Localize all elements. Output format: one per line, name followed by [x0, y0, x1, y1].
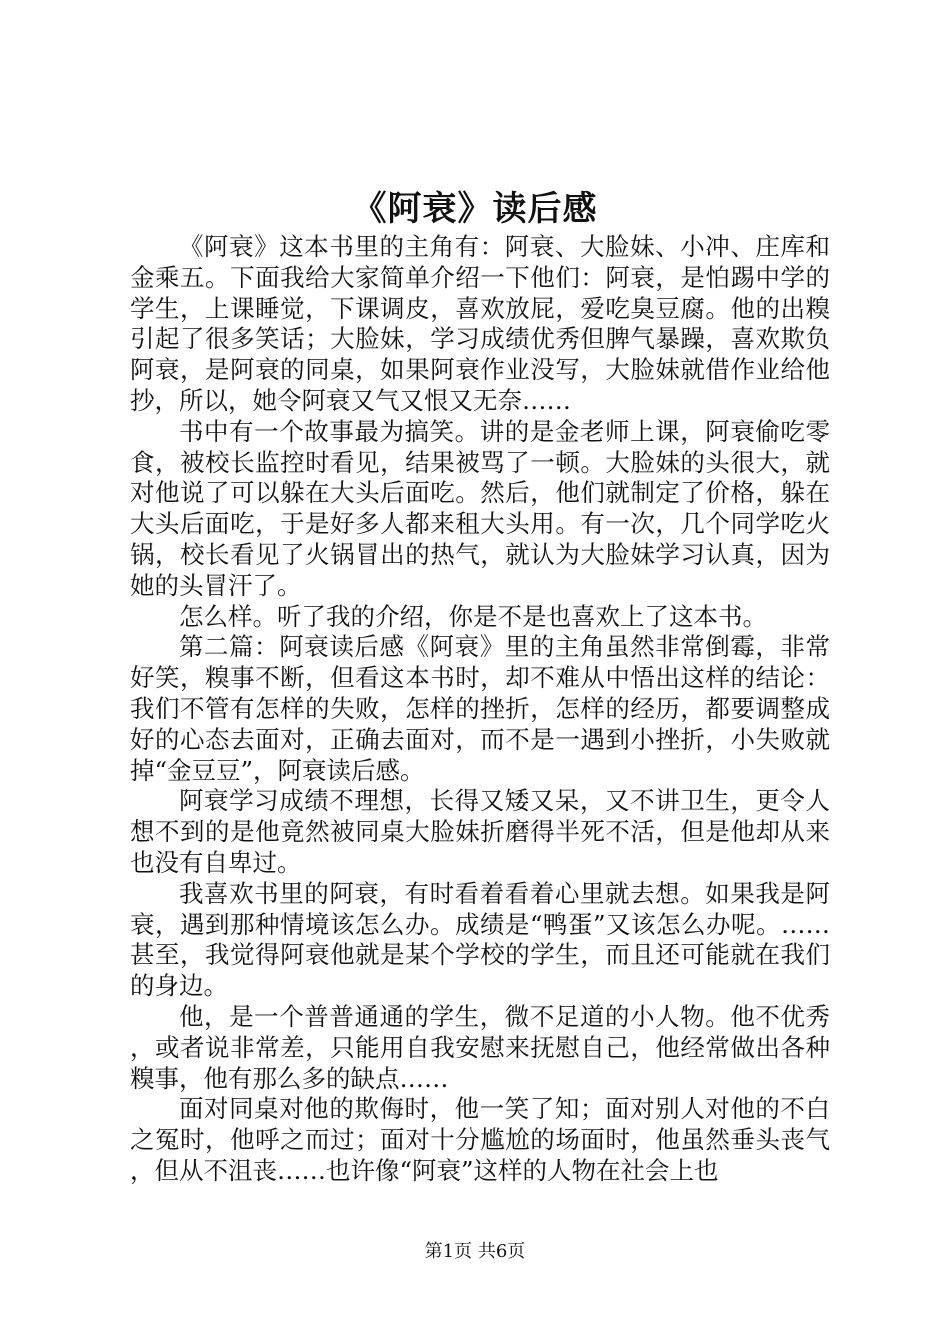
page-footer: 第1页 共6页	[424, 1241, 526, 1262]
paragraph: 他，是一个普普通通的学生，微不足道的小人物。他不优秀，或者说非常差，只能用自我安慰来抚慰自己，他经常做出各种糗事，他有那么多的缺点……	[130, 1001, 830, 1093]
document-title: 《阿衰》读后感	[352, 189, 598, 229]
paragraph: 书中有一个故事最为搞笑。讲的是金老师上课，阿衰偷吃零食，被校长监控时看见，结果被骂了一顿。大脸妹的头很大，就对他说了可以躲在大头后面吃。然后，他们就制定了价格，躲在大头后面吃，于是好多人都来租大头用。有一次，几个同学吃火锅，校长看见了火锅冒出的热气，就认为大脸妹学习认真，因为她的头冒汗了。	[130, 416, 830, 600]
paragraph: 我喜欢书里的阿衰，有时看着看着心里就去想。如果我是阿衰，遇到那种情境该怎么办。成绩是“鸭蛋”又该怎么办呢。……甚至，我觉得阿衰他就是某个学校的学生，而且还可能就在我们的身边。	[130, 878, 830, 1001]
paragraph: 阿衰学习成绩不理想，长得又矮又呆，又不讲卫生，更令人想不到的是他竟然被同桌大脸妹折磨得半死不活，但是他却从来也没有自卑过。	[130, 786, 830, 877]
document-body	[130, 232, 830, 1187]
paragraph: 怎么样。听了我的介绍，你是不是也喜欢上了这本书。	[179, 601, 767, 631]
paragraph: 面对同桌对他的欺侮时，他一笑了知；面对别人对他的不白之冤时，他呼之而过；面对十分尴尬的场面时，他虽然垂头丧气，但从不沮丧……也许像“阿衰”这样的人物在社会上也	[130, 1094, 830, 1185]
paragraph: 第二篇：阿衰读后感《阿衰》里的主角虽然非常倒霉，非常好笑，糗事不断，但看这本书时，却不难从中悟出这样的结论：我们不管有怎样的失败，怎样的挫折，怎样的经历，都要调整成好的心态去面对，正确去面对，而不是一遇到小挫折，小失败就掉“金豆豆”，阿衰读后感。	[130, 632, 830, 785]
paragraph: 《阿衰》这本书里的主角有：阿衰、大脸妹、小冲、庄库和金乘五。下面我给大家简单介绍一下他们：阿衰，是怕踢中学的学生，上课睡觉，下课调皮，喜欢放屁，爱吃臭豆腐。他的出糗引起了很多笑话；大脸妹，学习成绩优秀但脾气暴躁，喜欢欺负阿衰，是阿衰的同桌，如果阿衰作业没写，大脸妹就借作业给他抄，所以，她令阿衰又气又恨又无奈……	[130, 232, 830, 415]
